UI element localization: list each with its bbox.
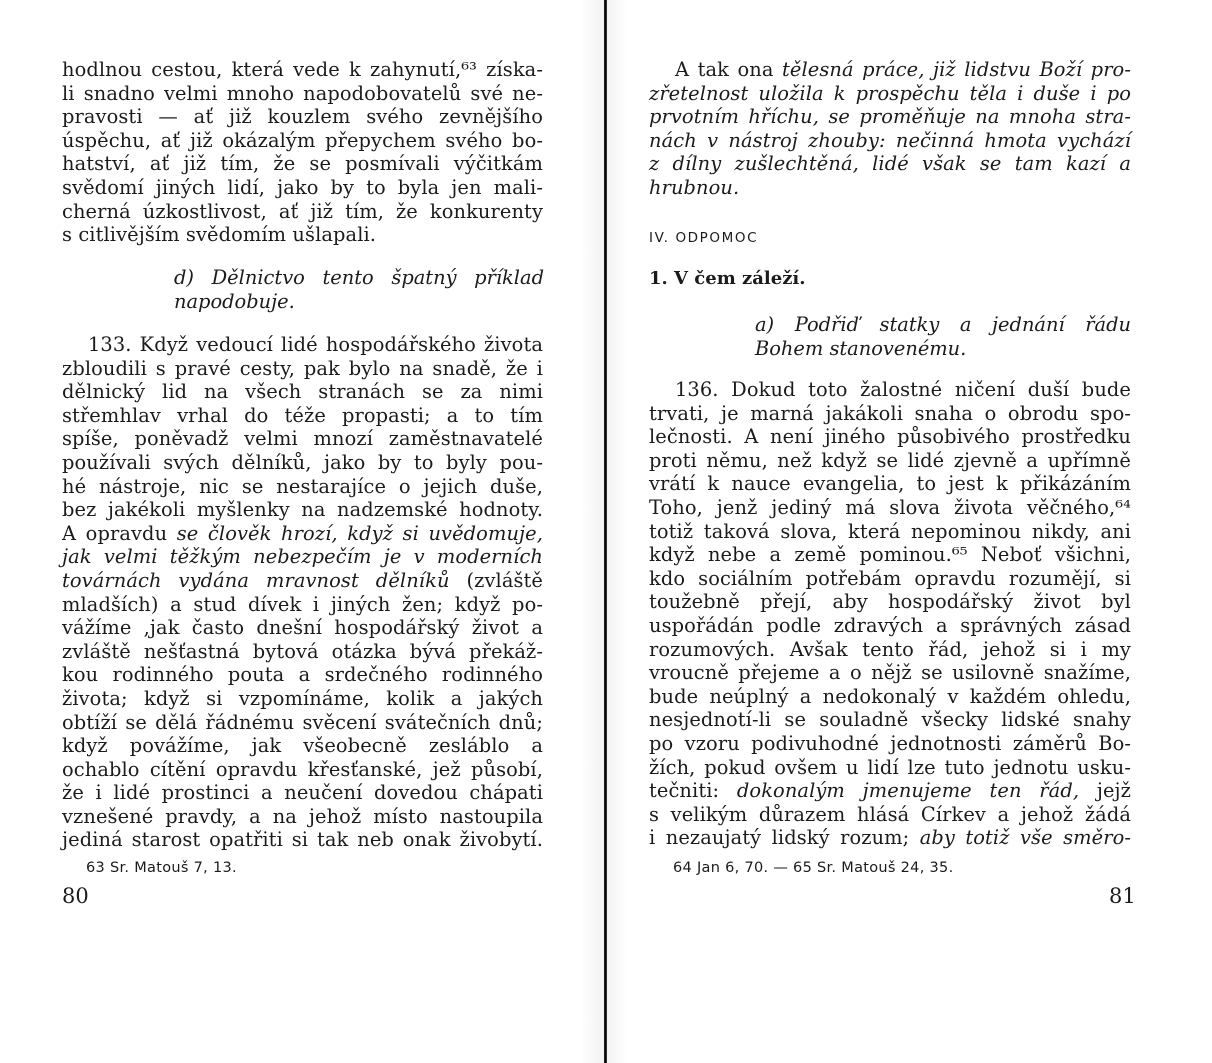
italic-line: prvotním hříchu, se proměňuje na mnoha stra-: [649, 105, 1131, 129]
italic-line: zřetelnost uložila k prospěchu těla i duše i po: [649, 81, 1131, 105]
text-segment: jejž: [1079, 779, 1131, 803]
text-line: vážíme ,jak často dnešní hospodářský život a: [62, 616, 543, 640]
text-line: [62, 522, 543, 546]
text-line: kou rodinného pouta a srdečného rodinného: [62, 663, 543, 687]
page-number: 81: [1109, 884, 1136, 908]
text-line: lečnosti. A není jiného působivého prostředku: [649, 425, 1131, 449]
text-line: hatství, ať již tím, že se posmívali výčitkám: [62, 152, 543, 176]
text-line: [649, 779, 1131, 803]
text-line: kdo sociálním potřebám opravdu rozumějí, si: [649, 566, 1131, 590]
italic-line: z dílny zušlechtěná, lidé však se tam kazí a: [649, 152, 1131, 176]
text-line: [62, 569, 543, 593]
footnote-63: 63 Sr. Matouš 7, 13.: [86, 860, 237, 876]
italic-segment: továrnách vydána mravnost dělníků: [62, 568, 450, 592]
text-line: totiž taková slova, která nepominou nikdy, ani: [649, 519, 1131, 543]
text-segment: (zvláště: [449, 568, 543, 592]
text-line: trvati, je marná jakákoli snaha o obrodu spo-: [649, 401, 1131, 425]
text-line: mladších) a stud dívek i jiných žen; když po-: [62, 592, 543, 616]
text-line: jediná starost opatřiti si tak neb onak živobytí.: [62, 828, 543, 852]
subheading-a: [755, 313, 1131, 360]
text-line: 136. Dokud toto žalostné ničení duší bude: [675, 378, 1131, 401]
section-heading: IV. ODPOMOC: [649, 230, 759, 246]
text-line: používali svých dělníků, jako by to byly pou-: [62, 450, 543, 474]
text-segment: A opravdu: [62, 521, 177, 545]
text-line: vznešené pravdy, a na jehož místo nastoupila: [62, 804, 543, 828]
text-line: nesjednotí-li se souladně všecky lidské snahy: [649, 708, 1131, 732]
text-line: po vzoru podivuhodné jednotnosti záměrů Bo-: [649, 731, 1131, 755]
subheading-d: [174, 266, 544, 313]
page-number: 80: [62, 884, 89, 908]
right-intro-paragraph: [649, 58, 1131, 200]
text-line: vroucně přejeme a o nějž se usilovně snažíme,: [649, 661, 1131, 685]
text-line: pravosti — ať již kouzlem svého zevnějšího: [62, 105, 543, 129]
text-line: rozumových. Avšak tento řád, jehož si i my: [649, 637, 1131, 661]
text-line: s velikým důrazem hlásá Církev a jehož žádá: [649, 802, 1131, 826]
italic-segment: aby totiž vše směro-: [919, 826, 1131, 850]
text-segment: tečniti:: [649, 779, 737, 803]
italic-segment: se člověk hrozí, když si uvědomuje,: [176, 521, 543, 545]
text-line: [649, 58, 1131, 82]
italic-line: nách v nástroj zhouby: nečinná hmota vychází: [649, 128, 1131, 152]
right-page: [607, 0, 1212, 1063]
italic-line: jak velmi těžkým nebezpečím je v moderních: [62, 545, 543, 569]
subheading-line: Bohem stanovenému.: [755, 336, 967, 360]
subheading-line: napodobuje.: [174, 289, 295, 313]
text-line: dělnický lid na všech stranách se za nimi: [62, 380, 543, 404]
text-line: hé nástroje, nic se nestarajíce o jejich duše,: [62, 474, 543, 498]
footnote-64-65: 64 Jan 6, 70. — 65 Sr. Matouš 24, 35.: [673, 860, 954, 876]
subheading-line: d) Dělnictvo tento špatný příklad: [174, 266, 544, 289]
text-line: hodlnou cestou, která vede k zahynutí,⁶³ získa-: [62, 58, 543, 81]
text-line: když povážíme, jak všeobecně zesláblo a: [62, 734, 543, 758]
text-line: cherná úzkostlivost, ať již tím, že konkurenty: [62, 199, 543, 223]
text-line: že i lidé prostinci a neučení dovedou chápati: [62, 781, 543, 805]
text-line: uspořádán podle zdravých a správných zásad: [649, 613, 1131, 637]
italic-segment: tělesná práce, již lidstvu Boží pro-: [782, 58, 1131, 81]
left-intro-paragraph: [62, 58, 543, 247]
text-line: proti němu, než když se lidé zjevně a upřímně: [649, 448, 1131, 472]
subsection-heading: 1. V čem záleží.: [649, 268, 806, 289]
italic-segment: dokonalým jmenujeme ten řád,: [736, 779, 1080, 803]
text-line: obtíží se dělá řádnému svěcení svátečních dnů;: [62, 710, 543, 734]
text-line: když nebe a země pominou.⁶⁵ Neboť všichni,: [649, 543, 1131, 567]
paragraph-133: [62, 333, 543, 852]
text-line: bude neúplný a nedokonalý v každém ohledu,: [649, 684, 1131, 708]
text-line: toužebně přejí, aby hospodářský život byl: [649, 590, 1131, 614]
text-line: svědomí jiných lidí, jako by to byla jen mali-: [62, 175, 543, 199]
text-segment: i nezaujatý lidský rozum;: [649, 826, 920, 850]
paragraph-136: [649, 378, 1131, 850]
text-line: žích, pokud ovšem u lidí lze tuto jednotu usku-: [649, 755, 1131, 779]
text-line: li snadno velmi mnoho napodobovatelů své ne-: [62, 81, 543, 105]
text-line: života; když si vzpomínáme, kolik a jakých: [62, 686, 543, 710]
text-line: zbloudili s pravé cesty, pak bylo na snadě, že i: [62, 356, 543, 380]
gutter-shadow-left: [580, 0, 604, 1063]
text-line: střemhlav vrhal do téže propasti; a to tím: [62, 403, 543, 427]
text-segment: A tak ona: [675, 58, 783, 81]
italic-line: hrubnou.: [649, 175, 740, 199]
text-line: vrátí k nauce evangelia, to jest k přikázáním: [649, 472, 1131, 496]
text-line: ochablo cítění opravdu křesťanské, jež působí,: [62, 757, 543, 781]
text-line: spíše, poněvadž velmi mnozí zaměstnavatelé: [62, 427, 543, 451]
text-line: bez jakékoli myšlenky na nadzemské hodnoty.: [62, 498, 543, 522]
text-line: s citlivějším svědomím ušlapali.: [62, 223, 377, 247]
text-line: Toho, jenž jediný má slova života věčného,⁶⁴: [649, 495, 1131, 519]
subheading-line: a) Podřiď statky a jednání řádu: [755, 313, 1131, 336]
left-page: [0, 0, 604, 1063]
text-line: [649, 826, 1131, 850]
text-line: zvláště nešťastná bytová otázka bývá překáž-: [62, 639, 543, 663]
text-line: 133. Když vedoucí lidé hospodářského života: [88, 333, 543, 356]
text-line: úspěchu, ať již okázalým přepychem svého bo-: [62, 128, 543, 152]
